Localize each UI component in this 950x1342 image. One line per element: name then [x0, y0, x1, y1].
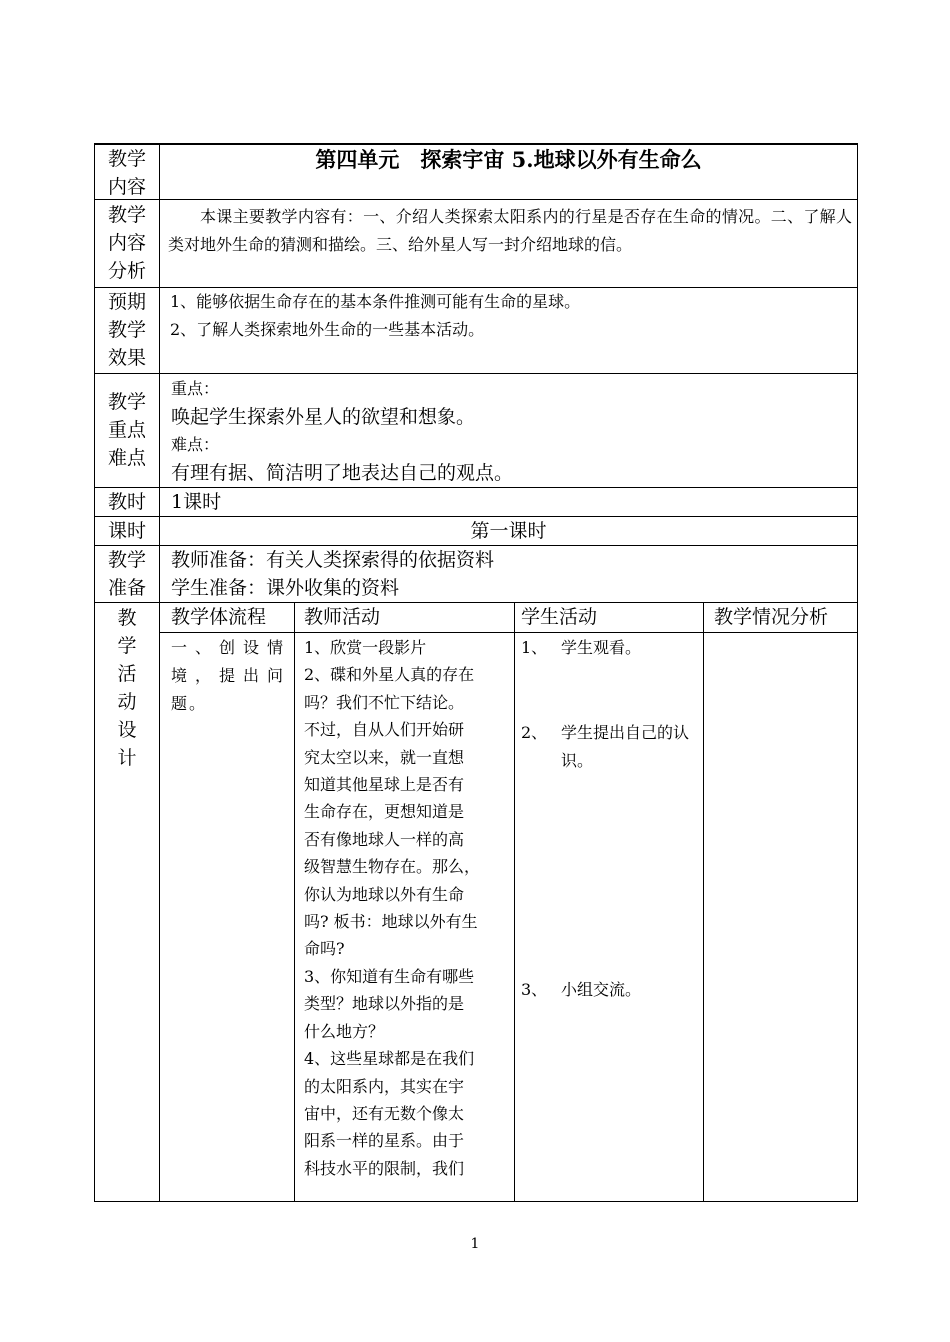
- teacher-line: 究太空以来，就一直想: [304, 747, 465, 767]
- flow-step-text: 一、创设情境，提出问题。: [171, 638, 285, 713]
- teacher-line: 2、碟和外星人真的存在: [304, 665, 475, 685]
- label-line: 效果: [107, 347, 146, 369]
- label-line: 教学: [107, 204, 146, 226]
- student-item-text: 学生观看。: [561, 638, 642, 657]
- row-label-analysis: [95, 201, 159, 287]
- teacher-line: 类型？地球以外指的是: [304, 994, 465, 1014]
- session-name: 第一课时: [470, 520, 547, 542]
- label-line: 教学: [107, 148, 146, 170]
- student-prep: 学生准备：课外收集的资料: [171, 577, 400, 599]
- effect-line: 1、能够依据生命存在的基本条件推测可能有生命的星球。: [170, 292, 581, 311]
- difficult-point-text: 有理有据、简洁明了地表达自己的观点。: [171, 462, 514, 484]
- teacher-line: 吗? 板书：地球以外有生: [304, 912, 478, 932]
- row-label-effect: [95, 288, 159, 373]
- class-hours: 1课时: [171, 491, 222, 513]
- teacher-line: 生命存在，更想知道是: [304, 802, 465, 822]
- teacher-line: 的太阳系内，其实在宇: [304, 1076, 465, 1096]
- label-line: 内容: [107, 176, 146, 198]
- teacher-line: 吗？我们不忙下结论。: [304, 692, 465, 712]
- lesson-title: 第四单元 探索宇宙 5.地球以外有生命么: [315, 147, 702, 172]
- content-analysis-text: [168, 202, 852, 286]
- teacher-line: 4、这些星球都是在我们: [304, 1049, 475, 1069]
- student-item-text: 学生提出自己的认识。: [561, 723, 690, 770]
- teacher-line: 3、你知道有生命有哪些: [304, 966, 475, 986]
- row-label-activity: [95, 604, 159, 784]
- effect-line: 2、了解人类探索地外生命的一些基本活动。: [170, 320, 485, 339]
- header-situation-analysis: 教学情况分析: [714, 606, 829, 628]
- row-label-content: [95, 145, 159, 199]
- student-item-number: 1、: [521, 638, 548, 657]
- expected-effect: [170, 288, 854, 372]
- teacher-line: 你认为地球以外有生命: [304, 884, 465, 904]
- row-label-prep: [95, 546, 159, 602]
- row-label-hours: 教时: [107, 491, 146, 513]
- teacher-line: 命吗?: [304, 939, 345, 959]
- student-item-number: 3、: [521, 980, 548, 999]
- flow-step: [171, 634, 285, 718]
- label-line: 教学: [107, 549, 146, 571]
- label-line: 内容: [107, 232, 146, 254]
- key-point-text: 唤起学生探索外星人的欲望和想象。: [171, 406, 476, 428]
- key-difficult-points: [171, 375, 855, 487]
- row-label-keypoints: [95, 388, 159, 478]
- header-student-activity: 学生活动: [521, 606, 598, 628]
- label-line: 准备: [107, 577, 146, 599]
- teacher-line: 阳系一样的星系。由于: [304, 1131, 465, 1151]
- teacher-line: 什么地方？: [304, 1021, 385, 1041]
- student-item-number: 2、: [521, 723, 548, 742]
- page-number: 1: [470, 1236, 480, 1252]
- teacher-line: 宙中，还有无数个像太: [304, 1103, 465, 1123]
- student-item-text: 小组交流。: [561, 980, 642, 999]
- teacher-activity: [304, 634, 510, 1182]
- teaching-preparation: [171, 546, 855, 602]
- student-item: [521, 634, 701, 662]
- label-char: 学: [117, 635, 137, 657]
- student-item: [521, 719, 701, 775]
- label-char: 教: [117, 607, 137, 629]
- label-char: 活: [117, 663, 137, 685]
- analysis-paragraph: 本课主要教学内容有：一、介绍人类探索太阳系内的行星是否存在生命的情况。二、了解人类对地外生命的猜测和描绘。三、给外星人写一封介绍地球的信。: [168, 207, 852, 254]
- header-teacher-activity: 教师活动: [304, 606, 381, 628]
- teacher-line: 1、欣赏一段影片: [304, 638, 427, 657]
- row-label-session: 课时: [107, 520, 146, 542]
- teacher-prep: 教师准备：有关人类探索得的依据资料: [171, 549, 495, 571]
- label-line: 预期: [107, 291, 146, 313]
- label-char: 计: [117, 747, 137, 769]
- teacher-line: 科技水平的限制，我们: [304, 1158, 465, 1178]
- label-line: 教学: [107, 391, 146, 413]
- label-line: 重点: [107, 419, 146, 441]
- teacher-line: 知道其他星球上是否有: [304, 775, 465, 795]
- difficult-point-heading: 难点：: [171, 435, 220, 454]
- label-line: 教学: [107, 319, 146, 341]
- key-point-heading: 重点：: [171, 379, 220, 398]
- label-line: 分析: [107, 260, 146, 282]
- label-line: 难点: [107, 447, 146, 469]
- label-char: 动: [117, 691, 137, 713]
- teacher-line: 否有像地球人一样的高: [304, 829, 465, 849]
- label-char: 设: [117, 719, 137, 741]
- student-item: [521, 976, 701, 1004]
- teacher-line: 级智慧生物存在。那么，: [304, 857, 481, 877]
- teacher-line: 不过，自从人们开始研: [304, 720, 465, 740]
- header-flow: 教学体流程: [171, 606, 267, 628]
